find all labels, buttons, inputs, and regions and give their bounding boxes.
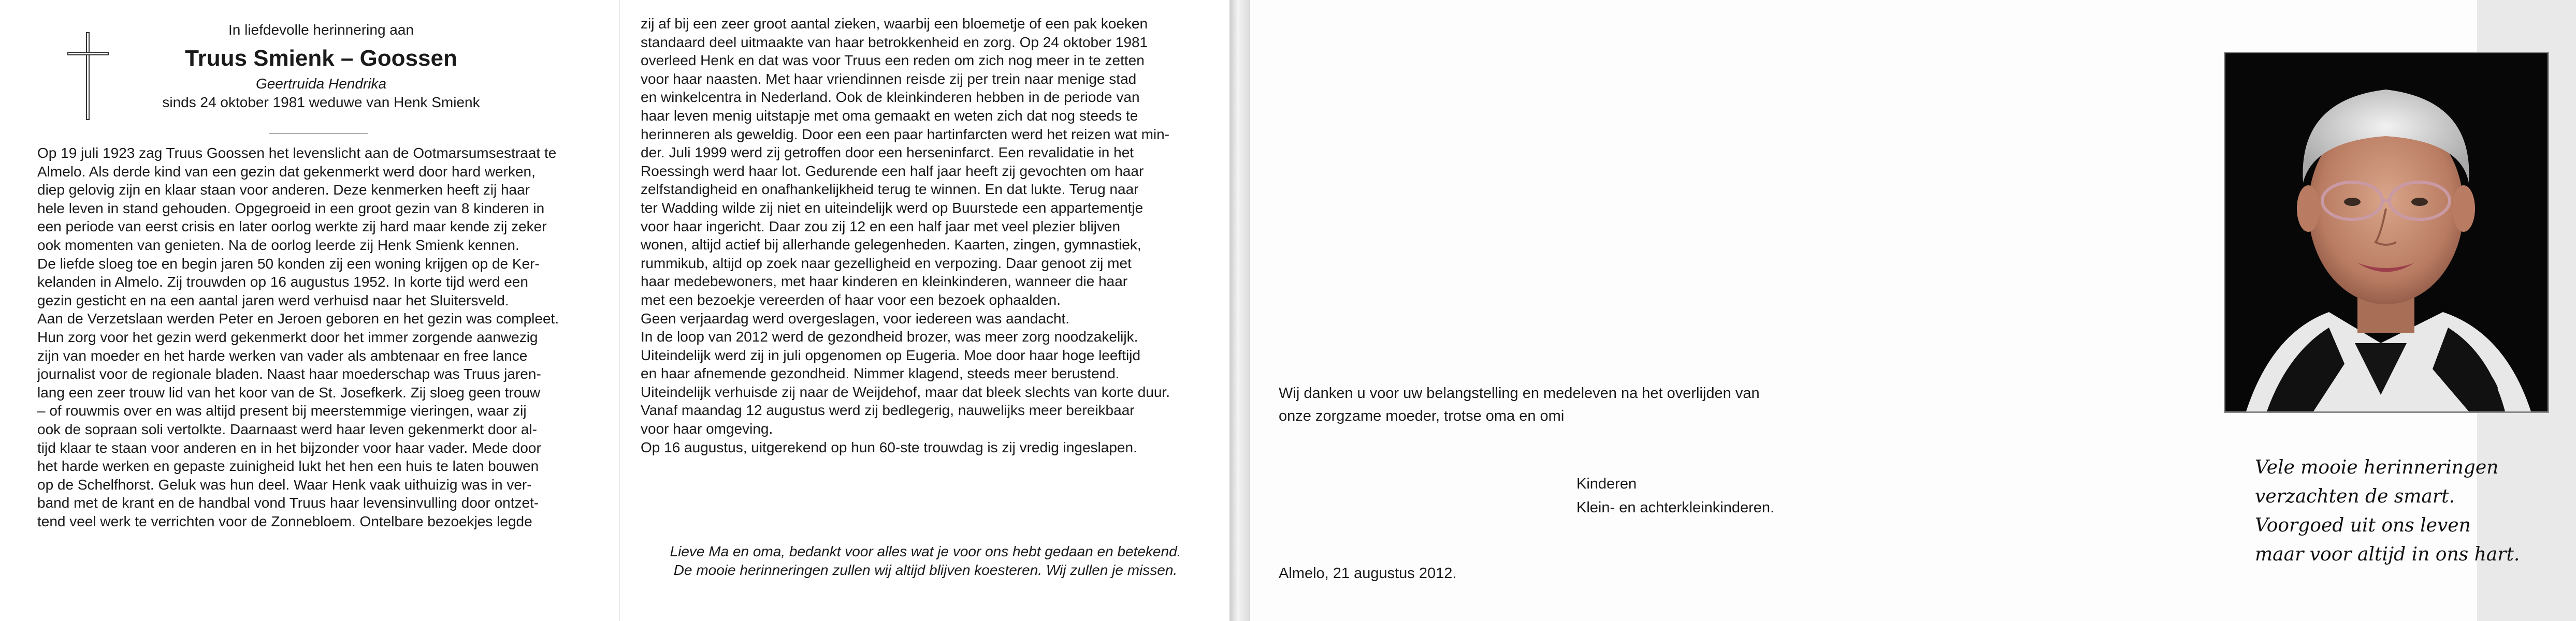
text-line: voor haar naasten. Met haar vriendinnen reisde zij per trein naar menige stad xyxy=(641,70,1137,87)
biography-text-2 xyxy=(641,14,1210,456)
thanks-line-2: onze zorgzame moeder, trotse oma en omi xyxy=(1279,408,1565,424)
poem-line: verzachten de smart. xyxy=(2255,486,2455,507)
text-line: het harde werken en gepaste zuinigheid lukt het hen een huis te laten bouwen xyxy=(37,458,539,475)
text-line: Op 19 juli 1923 zag Truus Goossen het levenslicht aan de Ootmarsumsestraat te xyxy=(37,145,557,161)
text-line: een periode van eerst crisis en later oorlog werkte zij hard maar kende zij zeker xyxy=(37,218,547,235)
text-line: haar medebewoners, met haar kinderen en kleinkinderen, wanneer die haar xyxy=(641,273,1128,290)
text-line: zelfstandigheid en onafhankelijkheid terug te winnen. En dat lukte. Terug naar xyxy=(641,181,1139,198)
text-line: Hun zorg voor het gezin werd gekenmerkt door het immer zorgende aanwezig xyxy=(37,329,538,345)
portrait-illustration xyxy=(2225,53,2548,411)
signature-children: Kinderen xyxy=(1576,476,1637,492)
closing-line-2: De mooie herinneringen zullen wij altijd blijven koesteren. Wij zullen je missen. xyxy=(673,562,1178,578)
page-portrait xyxy=(1986,0,2520,621)
text-line: Roessingh werd haar lot. Gedurende een half jaar heeft zij gevochten om haar xyxy=(641,162,1144,179)
memorial-header xyxy=(155,21,487,112)
card-fold-gap xyxy=(1231,0,1249,621)
text-line: en haar afnemende gezondheid. Nimmer klagend, steeds meer berustend. xyxy=(641,365,1120,382)
text-line: journalist voor de regionale bladen. Naast haar moederschap was Truus jaren- xyxy=(37,366,541,382)
text-line: der. Juli 1999 werd zij getroffen door een herseninfarct. Een revalidatie in het xyxy=(641,144,1134,161)
text-line: gezin gesticht en na een aantal jaren werd verhuisd naar het Sluitersveld. xyxy=(37,292,509,308)
text-line: lang een zeer trouw lid van het koor van de St. Josefkerk. Zij sloeg geen trouw xyxy=(37,384,541,401)
text-line: Vanaf maandag 12 augustus werd zij bedlegerig, nauwelijks meer bereikbaar xyxy=(641,402,1135,419)
closing-message xyxy=(641,542,1210,580)
text-line: Almelo. Als derde kind van een gezin dat gekenmerkt werd door hard werken, xyxy=(37,163,536,180)
text-line: Op 16 augustus, uitgerekend op hun 60-ste trouwdag is zij vredig ingeslapen. xyxy=(641,439,1137,455)
thanks-line-1: Wij danken u voor uw belangstelling en medeleven na het overlijden van xyxy=(1279,385,1760,402)
text-line: wonen, altijd actief bij allerhande gelegenheden. Kaarten, zingen, gymnastiek, xyxy=(641,236,1141,253)
card-outer-spread xyxy=(1249,0,2520,621)
poem-line: maar voor altijd in ons hart. xyxy=(2255,544,2520,565)
page-biography-right xyxy=(619,0,1230,621)
middle-names: Geertruida Hendrika xyxy=(255,76,387,92)
cross-icon xyxy=(67,32,109,120)
text-line: zijn van moeder en het harde werken van vader als ambtenaar en free lance xyxy=(37,347,528,364)
page-thanks xyxy=(1250,0,1986,621)
thanks-message xyxy=(1279,382,1962,427)
text-line: Aan de Verzetslaan werden Peter en Jeroen geboren en het gezin was compleet. xyxy=(37,310,559,327)
text-line: hele leven in stand gehouden. Opgegroeid in een groot gezin van 8 kinderen in xyxy=(37,200,545,216)
text-line: op de Schelfhorst. Geluk was hun deel. Waar Henk vaak uithuizig was in ver- xyxy=(37,476,532,493)
text-line: ook momenten van genieten. Na de oorlog leerde zij Henk Smienk kennen. xyxy=(37,236,519,253)
text-line: haar leven menig uitstapje met oma gemaakt en weten zich dat nog steeds te xyxy=(641,107,1138,124)
text-line: – of rouwmis over en was altijd present bij meerstemmige vieringen, waar zij xyxy=(37,403,527,419)
text-line: standaard deel uitmaakte van haar betrokkenheid en zorg. Op 24 oktober 1981 xyxy=(641,34,1148,50)
text-line: diep gelovig zijn en klaar staan voor anderen. Deze kenmerken heeft zij haar xyxy=(37,182,530,198)
page-biography-left xyxy=(0,0,611,621)
card-inner-spread xyxy=(0,0,1231,621)
poem-line: Voorgoed uit ons leven xyxy=(2255,515,2471,536)
text-line: tend veel werk te verrichten voor de Zonnebloem. Ontelbare bezoekjes legde xyxy=(37,513,532,529)
text-line: rummikub, altijd op zoek naar gezelligheid en verpozing. Daar genoot zij met xyxy=(641,255,1132,271)
memorial-poem xyxy=(2255,453,2576,569)
text-line: voor haar ingericht. Daar zou zij 12 en een half jaar met veel plezier blijven xyxy=(641,218,1121,234)
closing-line-1: Lieve Ma en oma, bedankt voor alles wat je voor ons hebt gedaan en betekend. xyxy=(670,543,1181,559)
biography-text-1 xyxy=(37,144,597,530)
text-line: overleed Henk en dat was voor Truus een reden om zich nog meer in te zetten xyxy=(641,52,1145,69)
text-line: Uiteindelijk werd zij in juli opgenomen op Eugeria. Moe door haar hoge leeftijd xyxy=(641,347,1141,363)
text-line: In de loop van 2012 werd de gezondheid brozer, was meer zorg noodzakelijk. xyxy=(641,329,1138,345)
place-date: Almelo, 21 augustus 2012. xyxy=(1279,565,1457,582)
deceased-name: Truus Smienk – Goossen xyxy=(185,46,457,71)
text-line: ook de sopraan soli vertolkte. Daarnaast werd haar leven gekenmerkt door al- xyxy=(37,421,537,437)
text-line: tijd klaar te staan voor anderen en in het bijzonder voor haar vader. Mede door xyxy=(37,439,541,456)
text-line: band met de krant en de handbal vond Truus haar levensinvulling door ontzet- xyxy=(37,495,539,511)
text-line: Uiteindelijk verhuisde zij naar de Weijdehof, maar dat bleek slechts van korte duur. xyxy=(641,383,1170,400)
text-line: ter Wadding wilde zij niet en uiteindelijk werd op Buurstede een appartementje xyxy=(641,199,1144,216)
signature-grandchildren: Klein- en achterkleinkinderen. xyxy=(1576,499,1775,516)
text-line: herinneren als geweldig. Door een een paar hartinfarcten werd het reizen wat min- xyxy=(641,126,1170,142)
text-line: Geen verjaardag werd overgeslagen, voor iedereen was aandacht. xyxy=(641,310,1070,327)
text-line: De liefde sloeg toe en begin jaren 50 konden zij een woning krijgen op de Ker- xyxy=(37,255,540,272)
family-signature xyxy=(1576,472,1774,520)
text-line: met een bezoekje vereerden of haar voor een bezoek ophaalden. xyxy=(641,291,1061,308)
widow-line: sinds 24 oktober 1981 weduwe van Henk Smienk xyxy=(162,94,480,110)
text-line: en winkelcentra in Nederland. Ook de kleinkinderen hebben in de periode van xyxy=(641,89,1140,106)
poem-line: Vele mooie herinneringen xyxy=(2255,457,2499,478)
text-line: zij af bij een zeer groot aantal zieken, waarbij een bloemetje of een pak koeken xyxy=(641,16,1148,32)
intro-line: In liefdevolle herinnering aan xyxy=(228,22,414,38)
text-line: kelanden in Almelo. Zij trouwden op 16 augustus 1952. In korte tijd werd een xyxy=(37,274,528,290)
text-line: voor haar omgeving. xyxy=(641,421,773,437)
portrait-photo xyxy=(2224,52,2549,413)
